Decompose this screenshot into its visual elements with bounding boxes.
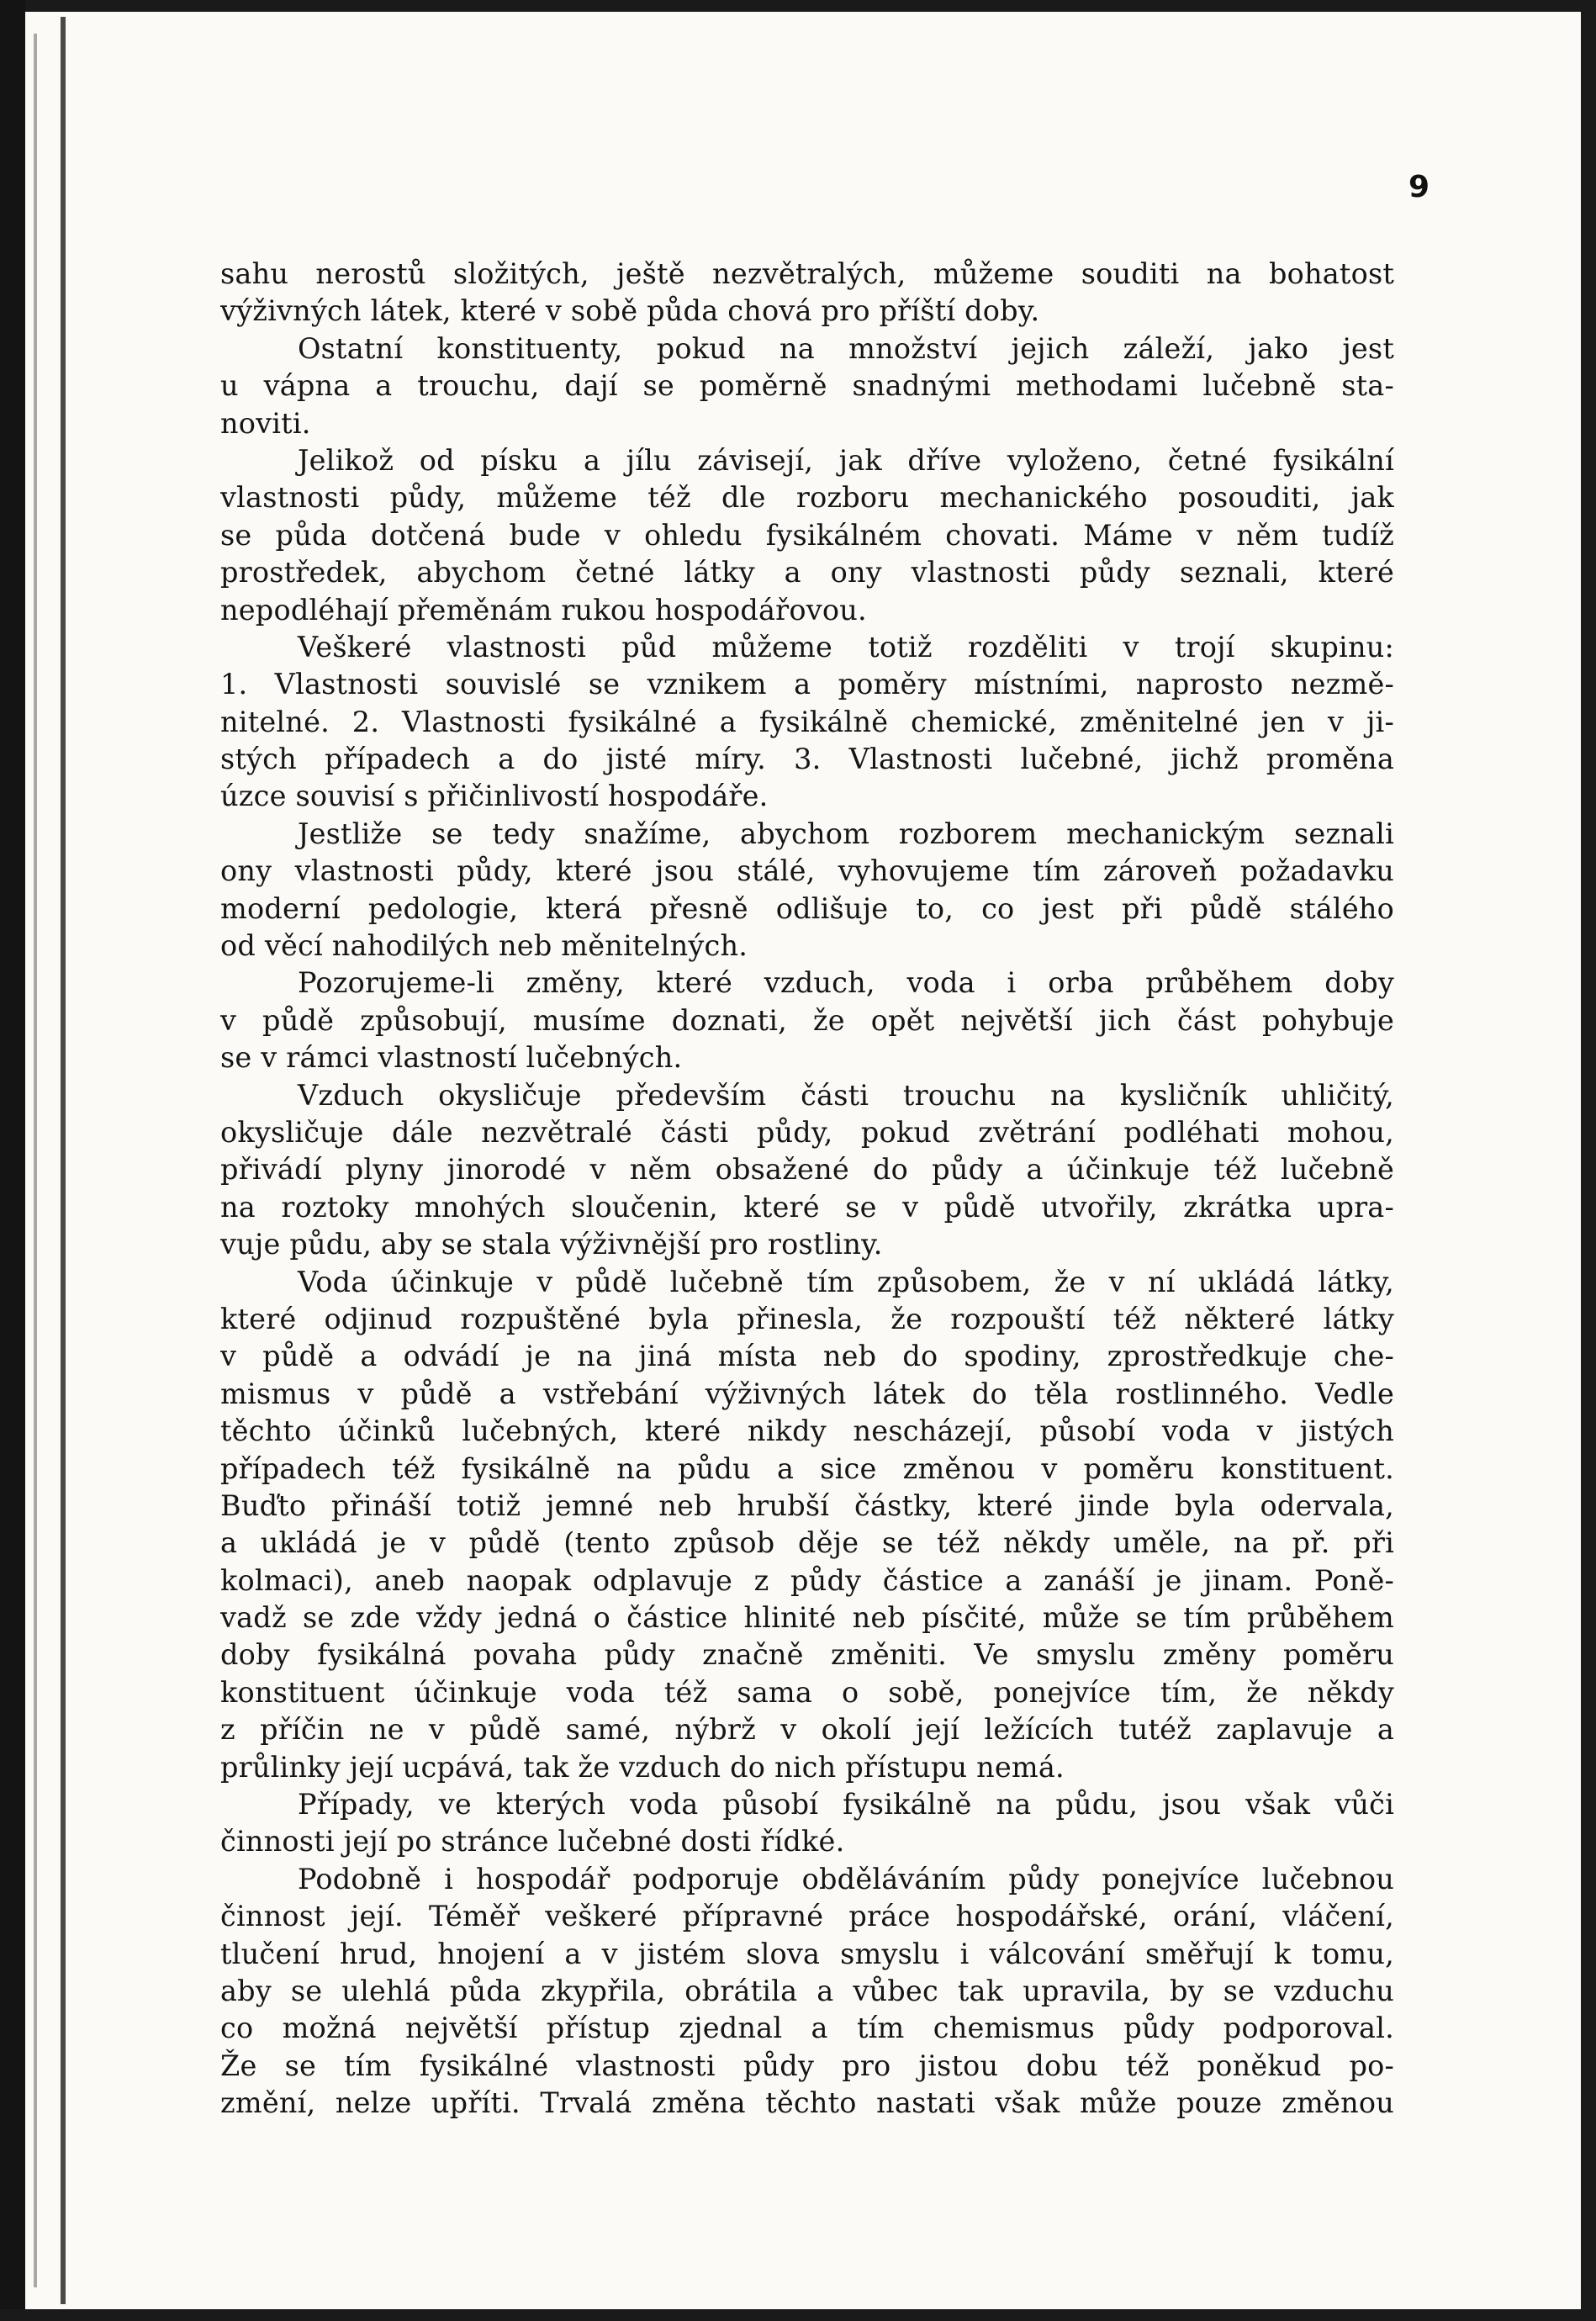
text-line: Jelikož od písku a jílu závisejí, jak dříve vyloženo, četné fysikální (298, 443, 1394, 477)
text-line: doby fysikálná povaha půdy značně změniti. Ve smyslu změny poměru (220, 1638, 1394, 1672)
text-line: se půda dotčená bude v ohledu fysikálném chovati. Máme v něm tudíž (220, 518, 1394, 552)
binding-shadow (61, 17, 66, 2304)
text-line: Jestliže se tedy snažíme, abychom rozborem mechanickým seznali (298, 817, 1394, 850)
scan-edge-top (0, 0, 1596, 12)
scan-edge-bottom (0, 2309, 1596, 2321)
text-line: Voda účinkuje v půdě lučebně tím způsobem, že v ní ukládá látky, (298, 1265, 1394, 1298)
page-number: 9 (1408, 170, 1430, 204)
text-line: Buďto přináší totiž jemné neb hrubší částky, které jinde byla odervala, (220, 1488, 1394, 1522)
text-line: sahu nerostů složitých, ještě nezvětralých, můžeme souditi na bohatost (220, 257, 1394, 290)
text-line: tlučení hrud, hnojení a v jistém slova smyslu i válcování směřují k tomu, (220, 1937, 1394, 1970)
text-line: ony vlastnosti půdy, které jsou stálé, vyhovujeme tím zároveň požadavku (220, 854, 1394, 888)
scan-edge-left (0, 0, 25, 2321)
text-line: Podobně i hospodář podporuje obděláváním půdy ponejvíce lučebnou (298, 1862, 1394, 1895)
body-text (220, 256, 1394, 2123)
text-line: co možná největší přístup zjednal a tím chemismus půdy podporoval. (220, 2012, 1394, 2045)
text-line: v půdě a odvádí je na jiná místa neb do spodiny, zprostředkuje che- (220, 1340, 1394, 1373)
text-line: nepodléhají přeměnám rukou hospodářovou. (220, 593, 867, 627)
text-line: které odjinud rozpuštěné byla přinesla, že rozpouští též některé látky (220, 1302, 1394, 1335)
text-line: vlastnosti půdy, můžeme též dle rozboru mechanického posouditi, jak (220, 481, 1394, 515)
text-line: se v rámci vlastností lučebných. (220, 1041, 683, 1075)
text-line: činnost její. Téměř veškeré přípravné práce hospodářské, orání, vláčení, (220, 1900, 1394, 1933)
text-line: průlinky její ucpává, tak že vzduch do nich přístupu nemá. (220, 1750, 1065, 1784)
text-line: konstituent účinkuje voda též sama o sobě, ponejvíce tím, že někdy (220, 1675, 1394, 1709)
text-line: Pozorujeme-li změny, které vzduch, voda i orba průběhem doby (298, 966, 1394, 1000)
text-line: noviti. (220, 406, 311, 440)
binding-shadow-outer (34, 34, 37, 2287)
scan-edge-right (1581, 0, 1596, 2321)
text-line: okysličuje dále nezvětralé části půdy, pokud zvětrání podléhati mohou, (220, 1115, 1394, 1149)
text-line: mismus v půdě a vstřebání výživných látek do těla rostlinného. Vedle (220, 1377, 1394, 1410)
text-line: v půdě způsobují, musíme doznati, že opět největší jich část pohybuje (220, 1003, 1394, 1037)
text-line: z příčin ne v půdě samé, nýbrž v okolí její ležících tutéž zaplavuje a (220, 1713, 1394, 1747)
text-line: prostředek, abychom četné látky a ony vlastnosti půdy seznali, které (220, 556, 1394, 590)
text-line: u vápna a trouchu, dají se poměrně snadnými methodami lučebně sta- (220, 369, 1394, 403)
text-line: stých případech a do jisté míry. 3. Vlastnosti lučebné, jichž proměna (220, 743, 1394, 776)
text-line: Případy, ve kterých voda působí fysikálně na půdu, jsou však vůči (298, 1788, 1394, 1821)
text-line: přivádí plyny jinorodé v něm obsažené do půdy a účinkuje též lučebně (220, 1153, 1394, 1187)
text-line: vadž se zde vždy jedná o částice hlinité neb písčité, může se tím průběhem (220, 1601, 1394, 1635)
text-line: Vzduch okysličuje především části trouchu na kysličník uhličitý, (298, 1078, 1394, 1112)
text-line: od věcí nahodilých neb měnitelných. (220, 929, 748, 963)
text-line: změní, nelze upříti. Trvalá změna těchto nastati však může pouze změnou (220, 2086, 1394, 2120)
text-line: těchto účinků lučebných, které nikdy nescházejí, působí voda v jistých (220, 1414, 1394, 1448)
text-line: na roztoky mnohých sloučenin, které se v půdě utvořily, zkrátka upra- (220, 1190, 1394, 1224)
text-line: moderní pedologie, která přesně odlišuje to, co jest při půdě stálého (220, 891, 1394, 925)
text-line: aby se ulehlá půda zkypřila, obrátila a vůbec tak upravila, by se vzduchu (220, 1974, 1394, 2007)
text-line: Veškeré vlastnosti půd můžeme totiž rozděliti v trojí skupinu: (298, 630, 1394, 664)
text-line: Že se tím fysikálné vlastnosti půdy pro jistou dobu též poněkud po- (220, 2049, 1394, 2082)
text-line: případech též fysikálně na půdu a sice změnou v poměru konstituent. (220, 1451, 1394, 1485)
text-line: 1. Vlastnosti souvislé se vznikem a poměry místními, naprosto nezmě- (220, 668, 1394, 701)
text-line: a ukládá je v půdě (tento způsob děje se též někdy uměle, na př. při (220, 1526, 1394, 1560)
text-line: činnosti její po stránce lučebné dosti řídké. (220, 1825, 845, 1858)
text-line: výživných látek, které v sobě půda chová pro příští doby. (220, 294, 1040, 328)
text-line: vuje půdu, aby se stala výživnější pro rostliny. (220, 1228, 883, 1261)
text-line: úzce souvisí s přičinlivostí hospodáře. (220, 780, 769, 813)
text-line: nitelné. 2. Vlastnosti fysikálné a fysikálně chemické, změnitelné jen v ji- (220, 705, 1394, 738)
text-line: kolmaci), aneb naopak odplavuje z půdy částice a zanáší je jinam. Poně- (220, 1563, 1394, 1597)
text-line: Ostatní konstituenty, pokud na množství jejich záleží, jako jest (298, 331, 1394, 365)
